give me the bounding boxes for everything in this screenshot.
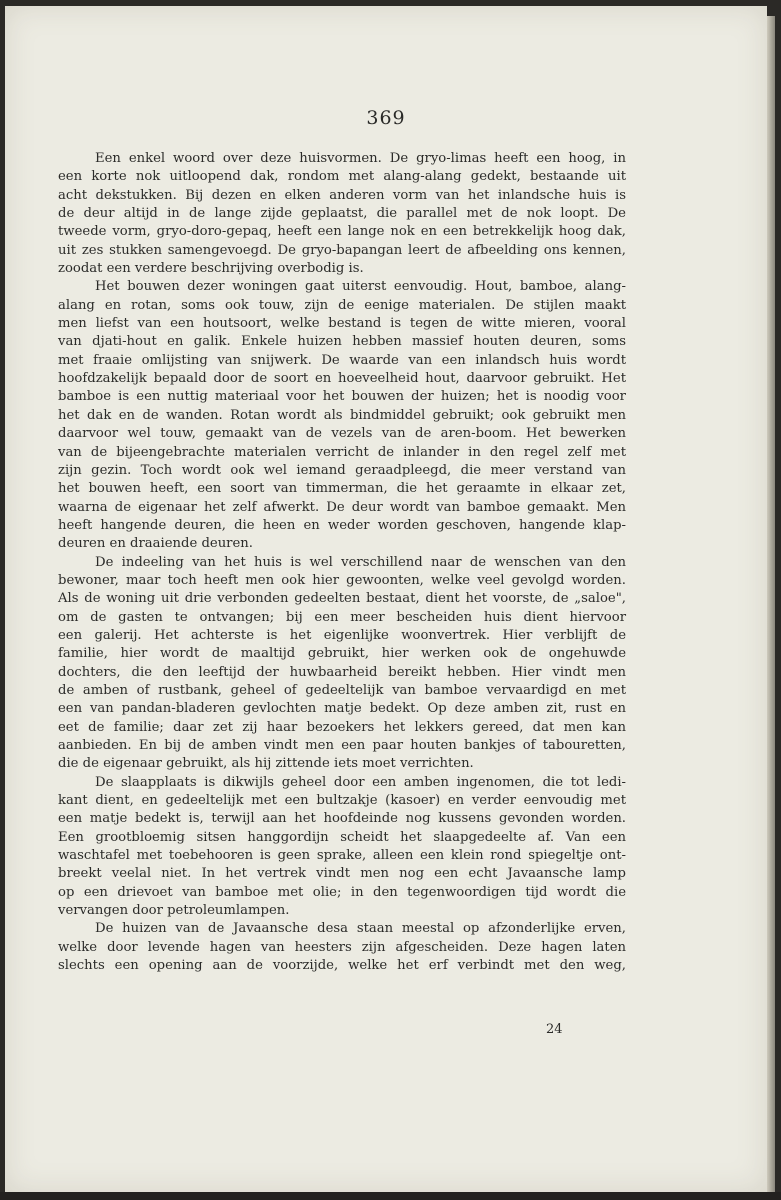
text-line: heeft hangende deuren, die heen en weder worden geschoven, hangende klap- [58, 517, 626, 533]
text-line: alang en rotan, soms ook touw, zijn de eenige materialen. De stijlen maakt [58, 297, 626, 313]
text-line: waarna de eigenaar het zelf afwerkt. De deur wordt van bamboe gemaakt. Men [58, 499, 626, 515]
text-line: een galerij. Het achterste is het eigenlijke woonvertrek. Hier verblijft de [58, 627, 626, 643]
text-line: vervangen door petroleumlampen. [58, 903, 290, 919]
text-line: het dak en de wanden. Rotan wordt als bindmiddel gebruikt; ook gebruikt men [58, 407, 626, 423]
text-line: kant dient, en gedeeltelijk met een bultzakje (kasoer) en verder eenvoudig met [58, 793, 626, 809]
text-line: die de eigenaar gebruikt, als hij zittende iets moet verrichten. [58, 756, 474, 772]
text-line: breekt veelal niet. In het vertrek vindt men nog een echt Javaansche lamp [58, 866, 626, 882]
text-line: bamboe is een nuttig materiaal voor het bouwen der huizen; het is noodig voor [58, 389, 626, 405]
text-line: slechts een opening aan de voorzijde, welke het erf verbindt met den weg, [58, 958, 626, 974]
text-line: Een grootbloemig sitsen hanggordijn scheidt het slaapgedeelte af. Van een [58, 829, 626, 845]
text-line: Als de woning uit drie verbonden gedeelten bestaat, dient het voorste, de „saloe", [58, 591, 626, 607]
body-text [58, 150, 626, 975]
text-line: uit zes stukken samengevoegd. De gryo-bapangan leert de afbeelding ons kennen, [58, 242, 626, 258]
text-line: de amben of rustbank, geheel of gedeeltelijk van bamboe vervaardigd en met [58, 682, 626, 698]
text-line: om de gasten te ontvangen; bij een meer bescheiden huis dient hiervoor [58, 609, 626, 625]
text-line: van djati-hout en galik. Enkele huizen hebben massief houten deuren, soms [58, 334, 626, 350]
text-line: De slaapplaats is dikwijls geheel door een amben ingenomen, die tot ledi- [95, 774, 626, 790]
text-line: acht dekstukken. Bij dezen en elken anderen vorm van het inlandsche huis is [58, 187, 626, 203]
page-edge [767, 16, 775, 1192]
paragraph [58, 150, 626, 278]
text-line: zoodat een verdere beschrijving overbodig is. [58, 261, 364, 277]
text-line: hoofdzakelijk bepaald door de soort en hoeveelheid hout, daarvoor gebruikt. Het [58, 371, 626, 387]
paragraph [58, 774, 626, 921]
text-line: Een enkel woord over deze huisvormen. De gryo-limas heeft een hoog, in [95, 151, 626, 166]
text-line: men liefst van een houtsoort, welke bestand is tegen de witte mieren, vooral [58, 316, 626, 332]
text-line: tweede vorm, gryo-doro-gepaq, heeft een lange nok en een betrekkelijk hoog dak, [58, 224, 626, 240]
bottom-edge [0, 1192, 781, 1200]
text-line: dochters, die den leeftijd der huwbaarheid bereikt hebben. Hier vindt men [58, 664, 626, 680]
text-line: aanbieden. En bij de amben vindt men een paar houten bankjes of tabouretten, [58, 738, 626, 753]
text-line: familie, hier wordt de maaltijd gebruikt, hier werken ook de ongehuwde [58, 646, 626, 662]
text-line: Het bouwen dezer woningen gaat uiterst eenvoudig. Hout, bamboe, alang- [95, 279, 626, 295]
book-page [5, 6, 767, 1192]
text-line: op een drievoet van bamboe met olie; in den tegenwoordigen tijd wordt die [58, 884, 626, 900]
page-number: 369 [366, 107, 406, 129]
text-line: met fraaie omlijsting van snijwerk. De waarde van een inlandsch huis wordt [58, 352, 626, 368]
paragraph [58, 554, 626, 774]
text-line: bewoner, maar toch heeft men ook hier gewoonten, welke veel gevolgd worden. [58, 572, 626, 588]
text-line: een van pandan-bladeren gevlochten matje bedekt. Op deze amben zit, rust en [58, 701, 626, 717]
text-line: daarvoor wel touw, gemaakt van de vezels van de aren-boom. Het bewerken [58, 426, 626, 442]
text-line: van de bijeengebrachte materialen verricht de inlander in den regel zelf met [58, 444, 626, 460]
text-line: een matje bedekt is, terwijl aan het hoofdeinde nog kussens gevonden worden. [58, 811, 626, 827]
text-line: zijn gezin. Toch wordt ook wel iemand geraadpleegd, die meer verstand van [58, 462, 626, 478]
text-line: eet de familie; daar zet zij haar bezoekers het lekkers gereed, dat men kan [58, 719, 626, 735]
paragraph [58, 278, 626, 553]
paragraph [58, 920, 626, 975]
text-line: De huizen van de Javaansche desa staan meestal op afzonderlijke erven, [95, 921, 626, 937]
text-line: de deur altijd in de lange zijde geplaatst, die parallel met de nok loopt. De [58, 206, 626, 222]
text-line: een korte nok uitloopend dak, rondom met alang-alang gedekt, bestaande uit [58, 169, 626, 185]
text-line: De indeeling van het huis is wel verschillend naar de wenschen van den [95, 554, 626, 570]
signature-mark: 24 [546, 1022, 563, 1037]
text-line: het bouwen heeft, een soort van timmerman, die het geraamte in elkaar zet, [58, 481, 626, 497]
text-line: welke door levende hagen van heesters zijn afgescheiden. Deze hagen laten [58, 939, 626, 955]
text-line: waschtafel met toebehooren is geen sprake, alleen een klein rond spiegeltje ont- [58, 848, 626, 864]
text-line: deuren en draaiende deuren. [58, 536, 253, 552]
